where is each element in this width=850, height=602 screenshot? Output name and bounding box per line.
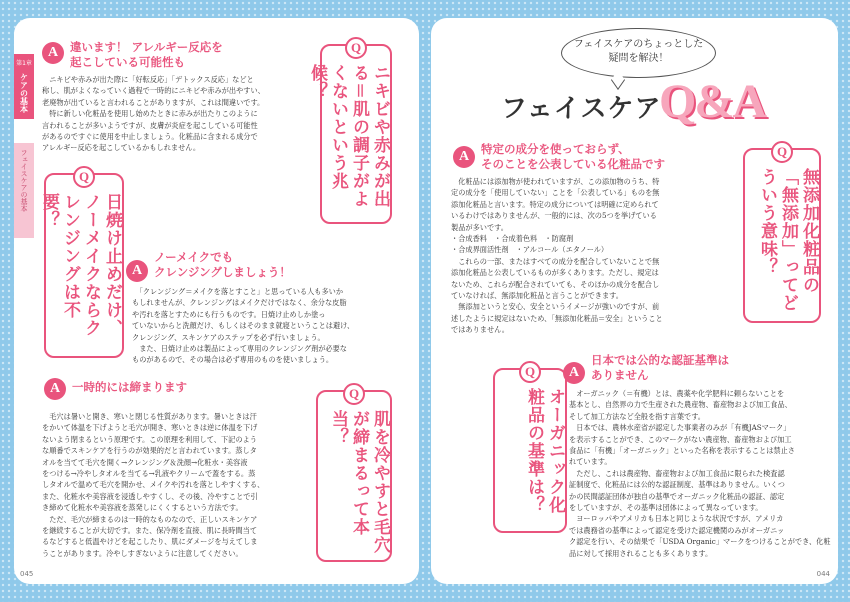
answer-heading: 一時的には締まります bbox=[72, 380, 187, 394]
answer-icon: A bbox=[126, 260, 148, 282]
section-tab bbox=[14, 143, 34, 238]
question-icon: Q bbox=[345, 37, 367, 59]
page-number: 045 bbox=[20, 570, 34, 578]
answer-icon: A bbox=[44, 378, 66, 400]
answer-heading: 特定の成分を使っておらず、 そのことを公表している化粧品です bbox=[481, 142, 665, 171]
question-box bbox=[316, 386, 392, 562]
question-box bbox=[743, 144, 821, 323]
bubble-tail bbox=[611, 70, 625, 90]
question-icon: Q bbox=[771, 141, 793, 163]
question-text: ニキビや赤みが出る＝肌の調子がよくないという兆候？ bbox=[307, 64, 390, 208]
left-page bbox=[14, 18, 419, 584]
chapter-number: 第1章 bbox=[16, 60, 32, 67]
answer-heading: 違います！ アレルギー反応を 起こしている可能性も bbox=[70, 40, 223, 69]
question-icon: Q bbox=[343, 383, 365, 405]
chapter-title: ケアの基本 bbox=[19, 73, 29, 113]
speech-bubble bbox=[561, 28, 716, 78]
section-title: フェイスケアの基本 bbox=[20, 149, 28, 212]
question-box bbox=[307, 40, 392, 224]
answer-heading: 日本では公的な認証基準は ありません bbox=[591, 353, 729, 382]
chapter-tab bbox=[14, 54, 34, 119]
bubble-text: フェイスケアのちょっとした 疑問を解決！ bbox=[573, 39, 704, 64]
question-box bbox=[493, 364, 567, 533]
page-number: 044 bbox=[816, 570, 830, 578]
question-text: 無添加化粧品の「無添加」ってどういう意味？ bbox=[757, 168, 819, 312]
answer-icon: A bbox=[42, 42, 64, 64]
question-icon: Q bbox=[73, 166, 95, 188]
answer-body: 毛穴は暑いと開き、寒いと閉じる性質があります。暑いときは汗 をかいて体温を下げようと毛穴が開き、寒いときは逆に体温を下げ ないよう閉まるという原理です。この原理を利用して、下記のよう な順番でスキンケアを行うのが効果的だと言われています。蒸しタ オルを当てて毛穴を開く→クレンジング＆洗顔→化粧水・美容液 をつける→冷やしタオルを当てる→乳液やクリームで蓋をする。蒸 しタオルで温めて毛穴を開かせ、メイクや汚れを落としやすくする、 また、化粧水や美容液を浸透しやすくし、その後、冷やすことで引 き締めて化粧水や美容液を蒸発しにくくするという方法です。 ただ、毛穴が締まるのは一時的なものなので、正しいスキンケア を継続することが大切です。また、保冷剤を直接、肌に長時間当て るなどすると低温やけどを起こしたり、肌にダメージを与えてしま うことがあります。冷やしすぎないように注意してください。 bbox=[42, 412, 265, 558]
answer-body: 化粧品には添加物が使われていますが、この添加物のうち、特 定の成分を「使用していない」ことを「公表している」ものを無 添加化粧品と言います。特定の成分については明確に定められて いるわけではありませんが、一般的には、次の5つを挙げている 製品が多いです。 ・合成香料 ・合成着色料 ・防腐剤 ・合成界面活性剤 ・アルコール（エタノール） これらの一部、またはすべての成分を配合していないことで無 添加化粧品と公表しているものが多くあります。ただし、規定は ないため、これらが配合されていても、そのほかの成分を配合し ていなければ、無添加化粧品と言うことができます。 無添加というと安心、安全というイメージが強いのですが、前 述したように規定はないため、「無添加化粧品＝安全」ということ ではありません。 bbox=[451, 177, 663, 335]
question-text: 日焼け止めだけ、ノーメイクならクレンジングは不要？ bbox=[39, 193, 122, 337]
page-title-qa: Q&A bbox=[659, 75, 765, 128]
answer-icon: A bbox=[563, 362, 585, 384]
answer-body: 「クレンジング＝メイクを落とすこと」と思っている人も多いか もしれませんが、クレンジングはメイクだけではなく、余分な皮脂 や汚れを落とすためにも行うものです。日焼け止めしか塗っ ていないからと洗顔だけ、もしくはそのまま就寝ということは避け、 クレンジング、スキンケアのステップを必ず行いましょう。 また、日焼け止めは製品によって専用のクレンジング剤が必要な ものがあるので、その場合は必ず専用のものを使いましょう。 bbox=[132, 287, 355, 365]
question-text: オーガニック化粧品の基準は？ bbox=[524, 388, 565, 514]
answer-icon: A bbox=[453, 146, 475, 168]
answer-body: オーガニック（＝有機）とは、農薬や化学肥料に頼らないことを 基本とし、自然界の力で生産された農産物、畜産物および加工食品、 そして加工方法など全般を指す言葉です。 日本では、農林水産省が認定した事業者のみが「有機JASマーク」 を表示することができ、このマークがない農産物、畜産物および加工 食品に「有機」「オーガニック」といった名称を表示することは禁止さ れています。 ただし、これは農産物、畜産物および加工食品に限られた検査認 証制度で、化粧品には公的な認証制度、基準はありません。いくつ かの民間認証団体が独自の基準でオーガニック化粧品の認証、認定 をしていますが、その基準は団体によって異なっています。 ヨーロッパやアメリカも日本と同じような状況ですが、アメリカ では農務省の基準によって認定を受けた認定機関のみがオーガニッ ク認定を行い、その結果で「USDA Organic」マークをつけることができ、化粧 品に対して採用されることも多くあります。 bbox=[569, 389, 831, 558]
question-text: 肌を冷やすと毛穴が締まるって本当？ bbox=[328, 410, 390, 554]
answer-heading: ノーメイクでも クレンジングしましょう！ bbox=[154, 250, 291, 279]
question-icon: Q bbox=[519, 361, 541, 383]
page-title: フェイスケア bbox=[501, 94, 662, 124]
right-page bbox=[431, 18, 838, 584]
answer-body: ニキビや赤みが出た際に「好転反応」「デトックス反応」などと 称し、肌がよくなっていく過程で一時的にニキビや赤みが出やすい、 老廃物が出ていると言われることがありますが、これは間違いです。 特に新しい化粧品を使用し始めたときに赤みが出たりこのように 言われることが多いようですが、皮膚が炎症を起こしている可能性 があるのですぐに使用を中止しましょう。化粧品に含まれる成分で アレルギー反応を起こしているかもしれません。 bbox=[42, 75, 265, 153]
question-box bbox=[39, 169, 124, 358]
